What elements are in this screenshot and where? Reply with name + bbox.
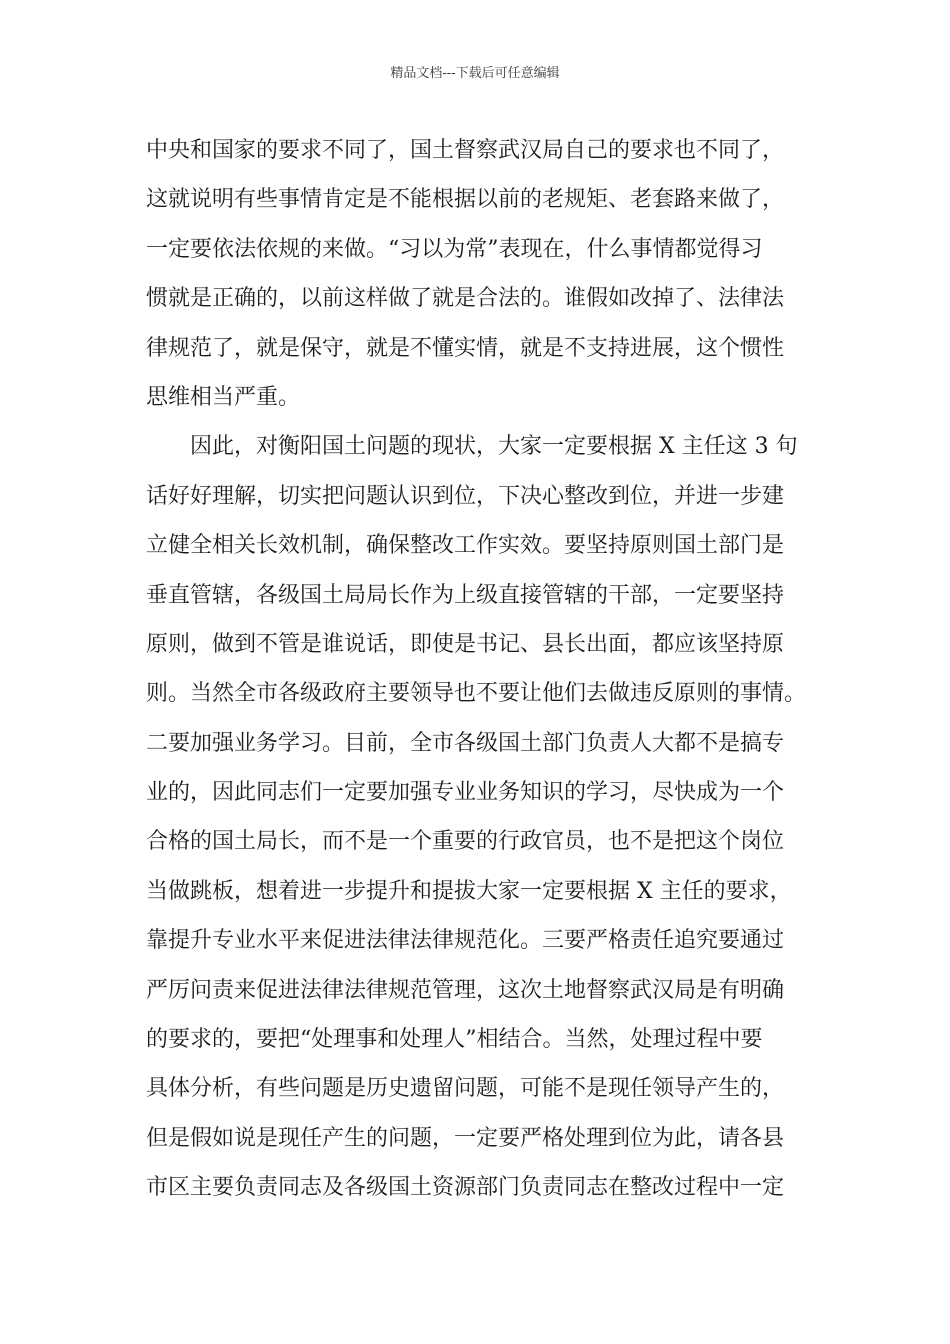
text-line: 合格的国土局长，而不是一个重要的行政官员，也不是把这个岗位: [146, 829, 785, 855]
text-line: 这就说明有些事情肯定是不能根据以前的老规矩、老套路来做了，: [146, 187, 785, 213]
text-line: 话好好理解，切实把问题认识到位，下决心整改到位，并进一步建: [146, 483, 785, 509]
text-line: 当做跳板，想着进一步提升和提拔大家一定要根据 X 主任的要求，: [146, 878, 792, 904]
text-line: 严厉问责来促进法律法律规范管理，这次土地督察武汉局是有明确: [146, 977, 785, 1003]
text-line: 垂直管辖，各级国土局局长作为上级直接管辖的干部，一定要坚持: [146, 582, 785, 608]
text-line: 靠提升专业水平来促进法律法律规范化。三要严格责任追究要通过: [146, 928, 785, 954]
text-line: 市区主要负责同志及各级国土资源部门负责同志在整改过程中一定: [146, 1175, 785, 1201]
text-line: 一定要依法依规的来做。“习以为常”表现在，什么事情都觉得习: [146, 236, 763, 262]
page-header: 精品文档---下载后可任意编辑: [390, 66, 560, 81]
text-line: 业的，因此同志们一定要加强专业业务知识的学习，尽快成为一个: [146, 780, 785, 806]
text-line: 律规范了，就是保守，就是不懂实情，就是不支持进展，这个惯性: [146, 335, 785, 361]
text-line: 二要加强业务学习。目前，全市各级国土部门负责人大都不是搞专: [146, 730, 785, 756]
text-line: 具体分析，有些问题是历史遗留问题，可能不是现任领导产生的，: [146, 1076, 785, 1102]
text-line: 惯就是正确的，以前这样做了就是合法的。谁假如改掉了、法律法: [146, 286, 785, 312]
text-line: 但是假如说是现任产生的问题，一定要严格处理到位为此，请各县: [146, 1125, 785, 1151]
text-line: 则。当然全市各级政府主要领导也不要让他们去做违反原则的事情。: [146, 681, 807, 707]
text-line: 因此，对衡阳国土问题的现状，大家一定要根据 X 主任这 3 句: [190, 434, 798, 460]
text-line: 原则，做到不管是谁说话，即使是书记、县长出面，都应该坚持原: [146, 631, 785, 657]
document-body: [146, 126, 826, 1213]
text-line: 立健全相关长效机制，确保整改工作实效。要坚持原则国土部门是: [146, 533, 785, 559]
paragraph: [146, 126, 826, 422]
text-line: 中央和国家的要求不同了，国土督察武汉局自己的要求也不同了，: [146, 138, 785, 163]
text-line: 思维相当严重。: [146, 384, 301, 410]
text-line: 的要求的，要把“处理事和处理人”相结合。当然，处理过程中要: [146, 1027, 763, 1053]
paragraph: [146, 422, 826, 1212]
